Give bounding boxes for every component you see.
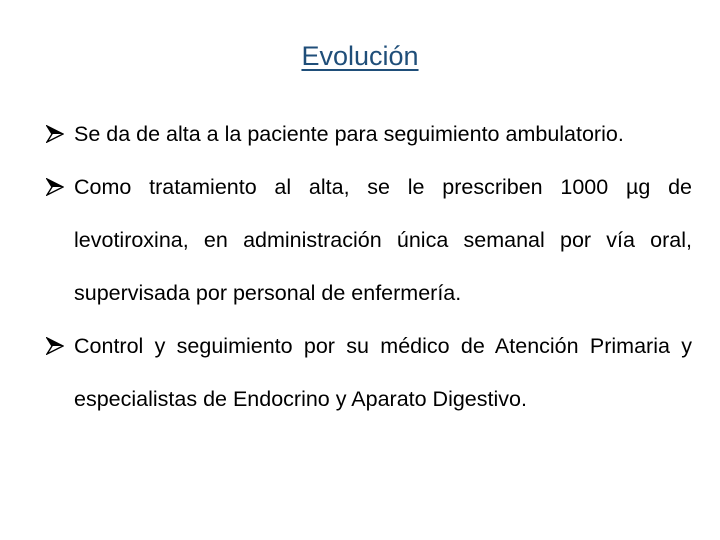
bullet-text: Como tratamiento al alta, se le prescriben 1000 µg de levotiroxina, en administración única semanal por vía oral, supervisada por personal de enfermería. xyxy=(74,175,692,305)
bullet-text: Control y seguimiento por su médico de Atención Primaria y especialistas de Endocrino y Aparato Digestivo. xyxy=(74,334,692,411)
slide-title xyxy=(0,38,720,74)
slide-title-text: Evolución xyxy=(301,41,419,71)
bullet-item-followup xyxy=(44,320,692,426)
arrowhead-icon xyxy=(46,337,64,355)
arrowhead-icon xyxy=(46,178,64,196)
bullet-item-treatment xyxy=(44,161,692,320)
bullet-text: Se da de alta a la paciente para seguimiento ambulatorio. xyxy=(74,122,624,146)
bullet-item-discharge xyxy=(44,108,692,161)
bullet-list xyxy=(44,108,692,426)
arrowhead-icon xyxy=(46,125,64,143)
